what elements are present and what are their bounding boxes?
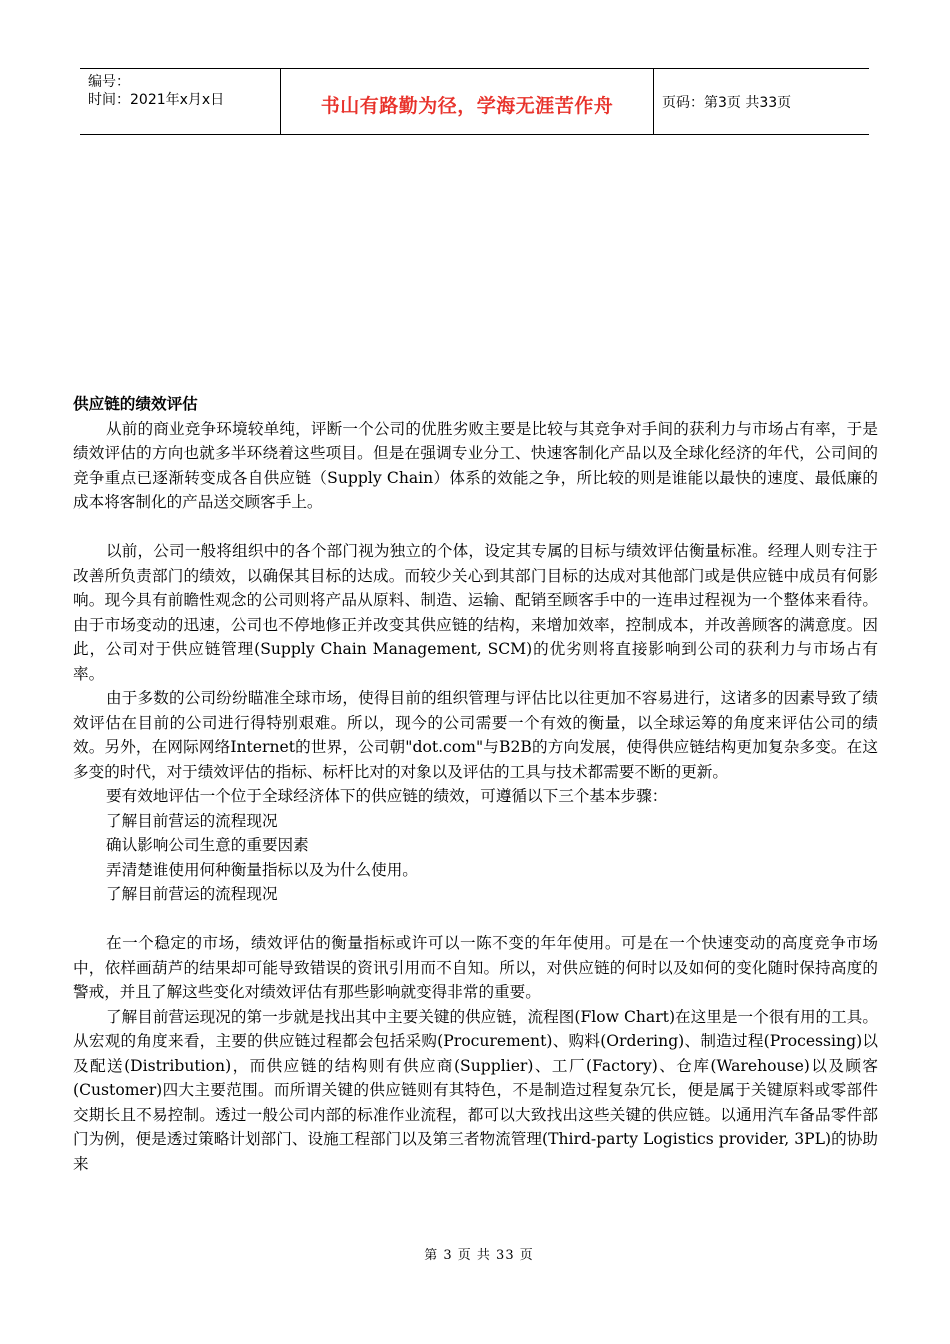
paragraph: 在一个稳定的市场，绩效评估的衡量指标或许可以一陈不变的年年使用。可是在一个快速变动的高度竞争市场中，依样画葫芦的结果却可能导致错误的资讯引用而不自知。所以，对供应链的何时以及如何的变化随时保持高度的警戒，并且了解这些变化对绩效评估有那些影响就变得非常的重要。 xyxy=(73,934,878,1001)
section-heading: 了解目前营运的流程现况 xyxy=(106,885,278,903)
footer-page-number: 第 3 页 共 33 页 xyxy=(424,1248,534,1263)
step-item: 了解目前营运的流程现况 xyxy=(106,811,278,830)
doc-number-label: 编号： xyxy=(88,74,130,90)
article-title: 供应链的绩效评估 xyxy=(73,395,198,413)
step-item: 确认影响公司生意的重要因素 xyxy=(106,836,309,854)
article-body xyxy=(73,392,878,1176)
page-header xyxy=(80,68,869,135)
paragraph: 由于多数的公司纷纷瞄准全球市场，使得目前的组织管理与评估比以往更加不容易进行，这诸多的因素导致了绩效评估在目前的公司进行得特别艰难。所以，现今的公司需要一个有效的衡量，以全球运筹的角度来评估公司的绩效。另外，在网际网络Internet的世界，公司朝"dot.com"与B2B的方向发展，使得供应链结构更加复杂多变。在这多变的时代，对于绩效评估的指标、标杆比对的对象以及评估的工具与技术都需要不断的更新。 xyxy=(73,689,878,781)
paragraph: 了解目前营运现况的第一步就是找出其中主要关键的供应链，流程图(Flow Chart)在这里是一个很有用的工具。从宏观的角度来看，主要的供应链过程都会包括采购(Procurement)、购料(Ordering)、制造过程(Processing)以及配送(Distribution)，而供应链的结构则有供应商(Supplier)、工厂(Factory)、仓库(Warehouse)以及顾客(Customer)四大主要范围。而所谓关键的供应链则有其特色，不是制造过程复杂冗长，便是属于关键原料或零部件交期长且不易控制。透过一般公司内部的标准作业流程，都可以大致找出这些关键的供应链。以通用汽车备品零件部门为例，便是透过策略计划部门、设施工程部门以及第三者物流管理(Third-party Logistics provider, 3PL)的协助来 xyxy=(73,1007,878,1173)
header-motto-cell xyxy=(281,69,654,134)
header-meta-cell xyxy=(80,69,281,134)
paragraph: 以前，公司一般将组织中的各个部门视为独立的个体，设定其专属的目标与绩效评估衡量标准。经理人则专注于改善所负责部门的绩效，以确保其目标的达成。而较少关心到其部门目标的达成对其他部门或是供应链中成员有何影响。现今具有前瞻性观念的公司则将产品从原料、制造、运输、配销至顾客手中的一连串过程视为一个整体来看待。由于市场变动的迅速，公司也不停地修正并改变其供应链的结构，来增加效率，控制成本，并改善顾客的满意度。因此，公司对于供应链管理(Supply Chain Management, SCM)的优劣则将直接影响到公司的获利力与市场占有率。 xyxy=(73,542,878,683)
paragraph: 要有效地评估一个位于全球经济体下的供应链的绩效，可遵循以下三个基本步骤： xyxy=(106,787,668,805)
header-page-label: 页码：第3页 共33页 xyxy=(662,95,792,111)
step-item: 弄清楚谁使用何种衡量指标以及为什么使用。 xyxy=(106,860,418,879)
page-footer xyxy=(0,1244,950,1263)
doc-time-label: 时间：2021年x月x日 xyxy=(88,92,225,108)
header-page-cell xyxy=(654,69,869,134)
header-motto: 书山有路勤为径，学海无涯苦作舟 xyxy=(320,95,614,117)
paragraph: 从前的商业竞争环境较单纯，评断一个公司的优胜劣败主要是比较与其竞争对手间的获利力与市场占有率，于是绩效评估的方向也就多半环绕着这些项目。但是在强调专业分工、快速客制化产品以及全球化经济的年代，公司间的竞争重点已逐渐转变成各自供应链（Supply Chain）体系的效能之争，所比较的则是谁能以最快的速度、最低廉的成本将客制化的产品送交顾客手上。 xyxy=(73,419,878,511)
